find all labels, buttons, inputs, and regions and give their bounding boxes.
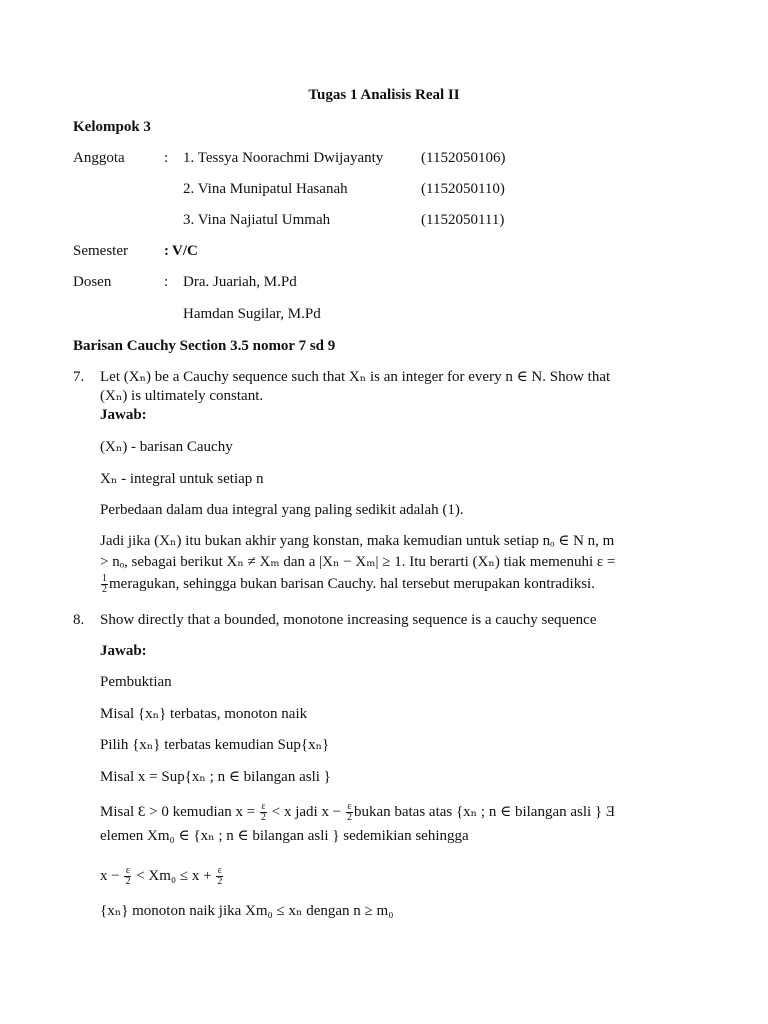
answer-label: Jawab: [100,407,147,423]
question-number: 8. [73,612,85,628]
answer-line: Pembuktian [100,674,172,690]
dosen-label: Dosen [73,274,112,290]
question-number: 7. [73,369,85,385]
member-id: (1152050110) [421,181,505,197]
member-name: 2. Vina Munipatul Hasanah [183,181,348,197]
answer-line: {xₙ} monoton naik jika Xm₀ ≤ xₙ dengan n ≥ m₀ [100,903,394,919]
section-heading: Barisan Cauchy Section 3.5 nomor 7 sd 9 [73,338,336,354]
answer-line: $\frac{1}{2}$ meragukan, sehingga bukan barisan Cauchy. hal tersebut merupakan kontradiksi. [102,573,595,595]
members-label: Anggota [73,150,125,166]
group-heading: Kelompok 3 [73,119,151,135]
member-id: (1152050111) [421,212,505,228]
question-text: Let (Xₙ) be a Cauchy sequence such that Xₙ is an integer for every n ∈ N. Show that [100,369,611,385]
answer-label: Jawab: [100,643,147,659]
question-text: (Xₙ) is ultimately constant. [100,388,264,404]
answer-line: x − $\frac{\varepsilon}{2}$ < Xm₀ ≤ x + $\frac{\varepsilon}{2}$ [100,865,223,887]
fraction: $\frac{1}{2}$ [102,573,107,595]
answer-line: Misal x = Sup{xₙ ; n ∈ bilangan asli } [100,769,331,785]
answer-line: Pilih {xₙ} terbatas kemudian Sup{xₙ} [100,737,330,753]
dosen-name: Hamdan Sugilar, M.Pd [183,306,321,322]
fraction: $\frac{\varepsilon}{2}$ [217,865,223,887]
member-id: (1152050106) [421,150,506,166]
document-title: Tugas 1 Analisis Real II [308,87,460,103]
semester-label: Semester [73,243,128,259]
answer-line: elemen Xm₀ ∈ {xₙ ; n ∈ bilangan asli } sedemikian sehingga [100,828,469,844]
colon: : [164,274,169,290]
question-text: Show directly that a bounded, monotone increasing sequence is a cauchy sequence [100,612,597,628]
semester-colon: : [164,243,169,259]
answer-line: (Xₙ) - barisan Cauchy [100,439,233,455]
fraction: $\frac{\varepsilon}{2}$ [125,865,131,887]
semester-value: V/C [172,243,198,259]
answer-line: Jadi jika (Xₙ) itu bukan akhir yang konstan, maka kemudian untuk setiap nₒ ∈ N n, m [100,533,615,549]
answer-line: Xₙ - integral untuk setiap n [100,471,264,487]
fraction: $\frac{\varepsilon}{2}$ [346,801,352,823]
member-name: 1. Tessya Noorachmi Dwijayanty [183,150,384,166]
colon: : [164,150,169,166]
answer-line: > nₒ, sebagai berikut Xₙ ≠ Xₘ dan a |Xₙ − Xₘ| ≥ 1. Itu berarti (Xₙ) tiak memenuhi ε = [100,554,616,570]
member-name: 3. Vina Najiatul Ummah [183,212,331,228]
fraction: $\frac{\varepsilon}{2}$ [261,801,267,823]
answer-line: Perbedaan dalam dua integral yang paling sedikit adalah (1). [100,502,464,518]
answer-line: Misal {xₙ} terbatas, monoton naik [100,706,308,722]
dosen-name: Dra. Juariah, M.Pd [183,274,297,290]
answer-line: Misal Ɛ > 0 kemudian x = $\frac{\varepsilon}{2}$ < x jadi x − $\frac{\varepsilon}{2}$ bukan batas atas {xₙ ; n ∈ bilangan asli } Ǝ [100,801,616,823]
